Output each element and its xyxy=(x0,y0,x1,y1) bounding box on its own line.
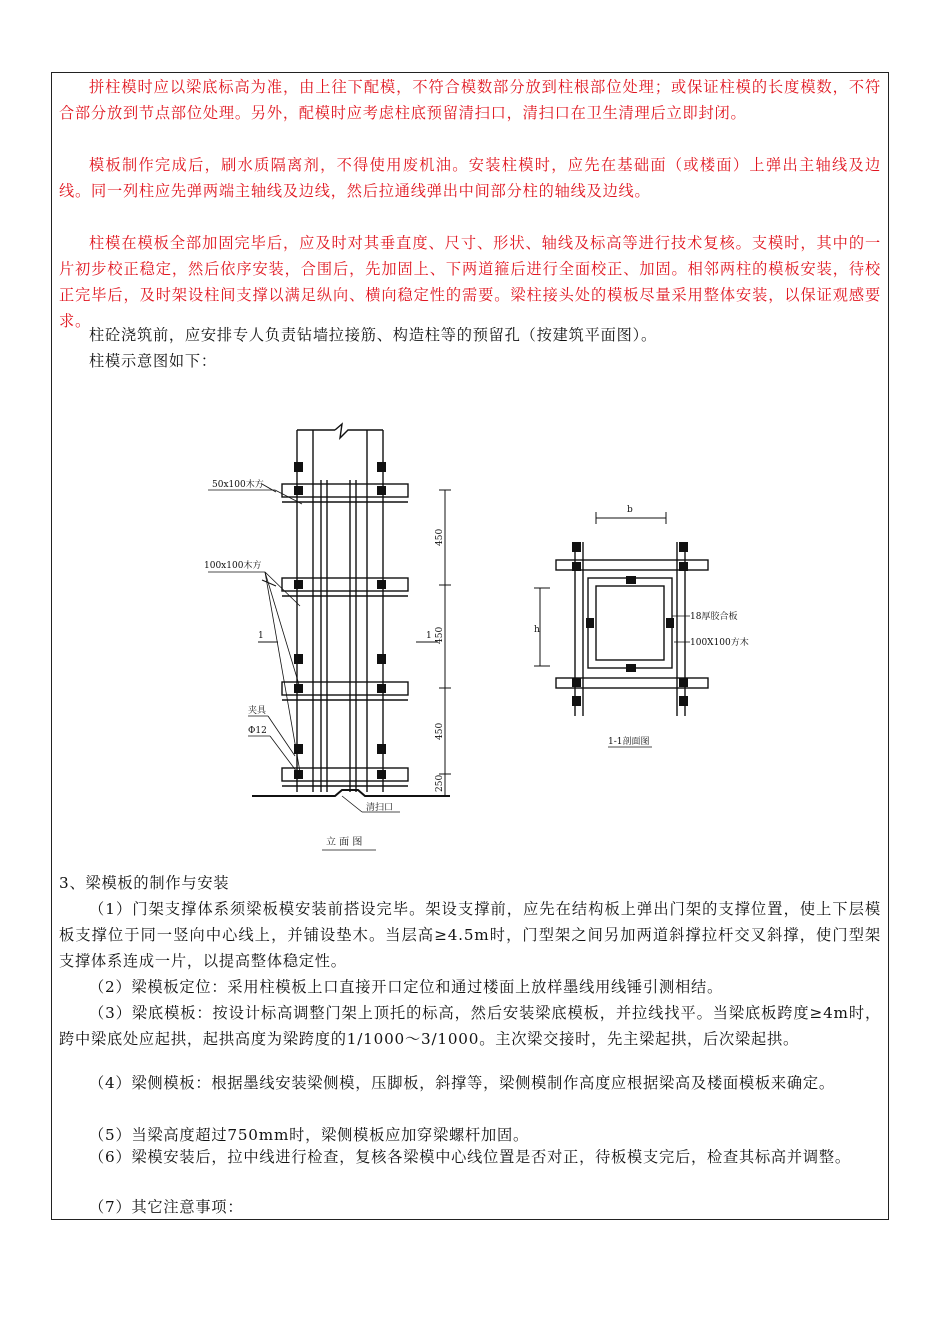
beam-item-6: （6）梁模安装后，拉中线进行检查，复核各梁模中心线位置是否对正，待板模支完后，检查其标高并调整。 xyxy=(89,1148,851,1166)
beam-item-4: （4）梁侧模板：根据墨线安装梁侧模，压脚板，斜撑等，梁侧模制作高度应根据梁高及楼面模板来确定。 xyxy=(89,1074,835,1092)
paragraph-form-release-and-axis: 模板制作完成后，刷水质隔离剂，不得使用废机油。安装柱模时，应先在基础面（或楼面）上弹出主轴线及边线。同一列柱应先弹两端主轴线及边线，然后拉通线弹出中间部分柱的轴线及边线。 xyxy=(59,156,881,200)
paragraph-reserved-holes: 柱砼浇筑前，应安排专人负责钻墙拉接筋、构造柱等的预留孔（按建筑平面图）。 xyxy=(89,326,657,344)
beam-item-7: （7）其它注意事项： xyxy=(89,1198,244,1216)
label-plywood: 18厚胶合板 xyxy=(690,612,738,622)
dimension-b: b xyxy=(627,505,633,515)
beam-item-3: （3）梁底模板：按设计标高调整门架上顶托的标高，然后安装梁底模板，并拉线找平。当梁底板跨度≥4m时，跨中梁底处应起拱，起拱高度为梁跨度的1/1000～3/1000。主次梁交接时，先主梁起拱，后次梁起拱。 xyxy=(59,1004,881,1048)
label-square-timber: 100X100方木 xyxy=(690,638,749,648)
dimension-250: 250 xyxy=(435,774,445,792)
dimension-h: h xyxy=(534,625,540,635)
label-100x100-timber: 100x100木方 xyxy=(204,561,262,571)
caption-elevation: 立 面 图 xyxy=(326,837,363,848)
column-formwork-diagram xyxy=(190,420,750,860)
section-3-heading: 3、梁模板的制作与安装 xyxy=(59,874,230,892)
label-bolt: Φ12 xyxy=(248,726,267,736)
label-clamp: 夹具 xyxy=(248,706,267,716)
paragraph-column-form-assembly: 拼柱模时应以梁底标高为准，由上往下配模，不符合模数部分放到柱根部位处理；或保证柱模的长度模数，不符合部分放到节点部位处理。另外，配模时应考虑柱底预留清扫口，清扫口在卫生清理后立即封闭。 xyxy=(59,78,881,122)
caption-section: 1-1剖面图 xyxy=(608,737,650,747)
elevation-clamps xyxy=(294,462,386,779)
beam-item-2: （2）梁模板定位：采用柱模板上口直接开口定位和通过楼面上放样墨线用线锤引测相结。 xyxy=(89,978,723,996)
paragraph-column-form-check: 柱模在模板全部加固完毕后，应及时对其垂直度、尺寸、形状、轴线及标高等进行技术复核。支模时，其中的一片初步校正稳定，然后依序安装，合围后，先加固上、下两道箍后进行全面校正、加固。相邻两柱的模板安装，待校正完毕后，及时架设柱间支撑以满足纵向、横向稳定性的需要。梁柱接头处的模板尽量采用整体安装，以保证观感要求。 xyxy=(59,234,881,330)
section-clamps xyxy=(572,542,688,706)
dimension-450-top: 450 xyxy=(435,528,445,546)
paragraph-diagram-intro: 柱模示意图如下： xyxy=(89,352,217,370)
label-cleanout: 清扫口 xyxy=(366,803,394,813)
beam-item-1: （1）门架支撑体系须梁板模安装前搭设完毕。架设支撑前，应先在结构板上弹出门架的支撑位置，使上下层模板支撑位于同一竖向中心线上，并铺设垫木。当层高≥4.5m时，门型架之间另加两道斜撑拉杆交叉斜撑，使门型架支撑体系连成一片，以提高整体稳定性。 xyxy=(59,900,881,970)
label-50x100-timber: 50x100木方 xyxy=(212,480,264,490)
section-mark-left: 1 xyxy=(258,631,264,641)
dimension-450-bottom: 450 xyxy=(435,722,445,740)
dimension-450-middle: 450 xyxy=(435,626,445,644)
beam-item-5: （5）当梁高度超过750mm时，梁侧模板应加穿梁螺杆加固。 xyxy=(89,1126,529,1144)
section-mark-right: 1 xyxy=(426,631,432,641)
